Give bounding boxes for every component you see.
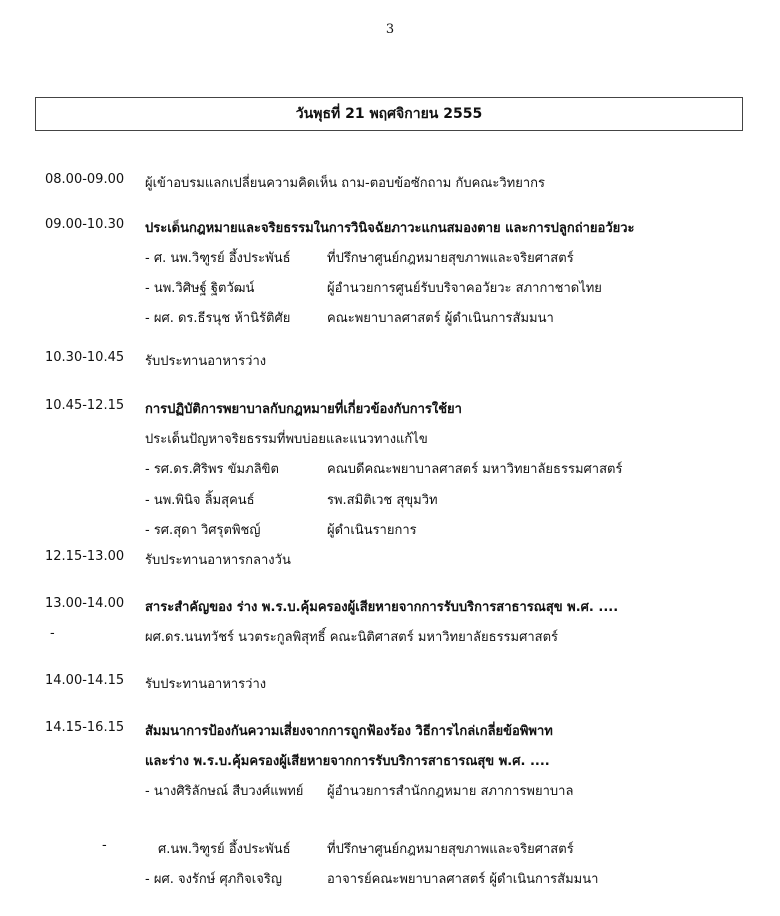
speaker-name: - รศ.ดร.ศิริพร ขัมภลิขิต: [145, 462, 279, 477]
speaker-name: - ผศ. จงรักษ์ ศุภกิจเจริญ: [145, 872, 282, 887]
time-slot: 08.00-09.00: [45, 172, 125, 187]
session-title: สาระสำคัญของ ร่าง พ.ร.บ.คุ้มครองผู้เสียหายจากการรับบริการสาธารณสุข พ.ศ. ....: [145, 600, 619, 615]
session-title: การปฏิบัติการพยาบาลกับกฎหมายที่เกี่ยวข้องกับการใช้ยา: [145, 402, 462, 417]
speaker-name: - ผศ. ดร.ธีรนุช ห้านิรัติศัย: [145, 311, 291, 326]
session-text: รับประทานอาหารว่าง: [145, 677, 267, 692]
session-title-cont: และร่าง พ.ร.บ.คุ้มครองผู้เสียหายจากการรับบริการสาธารณสุข พ.ศ. ....: [145, 754, 550, 769]
page-number: 3: [385, 22, 395, 37]
speaker-role: ผู้ดำเนินรายการ: [327, 523, 417, 538]
speaker-name: - ศ. นพ.วิฑูรย์ อึ้งประพันธ์: [145, 251, 291, 266]
session-text: รับประทานอาหารว่าง: [145, 354, 267, 369]
speaker-role: อาจารย์คณะพยาบาลศาสตร์ ผู้ดำเนินการสัมมนา: [327, 872, 599, 887]
time-slot: 14.00-14.15: [45, 673, 125, 688]
dash-marker: -: [50, 626, 55, 641]
speaker-name: - นพ.วิศิษฐ์ ฐิตวัฒน์: [145, 281, 255, 296]
session-title: สัมมนาการป้องกันความเสี่ยงจากการถูกฟ้องร้อง วิธีการไกล่เกลี่ยข้อพิพาท: [145, 724, 553, 739]
speaker-line: ผศ.ดร.นนทวัชร์ นวตระกูลพิสุทธิ์ คณะนิติศาสตร์ มหาวิทยาลัยธรรมศาสตร์: [145, 630, 559, 645]
speaker-role: ที่ปรึกษาศูนย์กฎหมายสุขภาพและจริยศาสตร์: [327, 251, 574, 266]
speaker-role: ผู้อำนวยการศูนย์รับบริจาคอวัยวะ สภากาชาดไทย: [327, 281, 602, 296]
time-slot: 12.15-13.00: [45, 549, 125, 564]
speaker-name: - นางศิริลักษณ์ สืบวงศ์แพทย์: [145, 784, 304, 799]
session-title: ประเด็นกฎหมายและจริยธรรมในการวินิจฉัยภาวะแกนสมองตาย และการปลูกถ่ายอวัยวะ: [145, 221, 635, 236]
time-slot: 14.15-16.15: [45, 720, 125, 735]
session-subtitle: ประเด็นปัญหาจริยธรรมที่พบบ่อยและแนวทางแก้ไข: [145, 432, 428, 447]
dash-marker: -: [102, 838, 107, 853]
speaker-role: ผู้อำนวยการสำนักกฎหมาย สภาการพยาบาล: [327, 784, 574, 799]
time-slot: 10.45-12.15: [45, 398, 125, 413]
speaker-role: คณบดีคณะพยาบาลศาสตร์ มหาวิทยาลัยธรรมศาสตร์: [327, 462, 623, 477]
session-text: รับประทานอาหารกลางวัน: [145, 553, 291, 568]
speaker-name: - รศ.สุดา วิศรุตพิชญ์: [145, 523, 261, 538]
speaker-role: ที่ปรึกษาศูนย์กฎหมายสุขภาพและจริยศาสตร์: [327, 842, 574, 857]
session-text: ผู้เข้าอบรมแลกเปลี่ยนความคิดเห็น ถาม-ตอบข้อซักถาม กับคณะวิทยากร: [145, 176, 545, 191]
time-slot: 10.30-10.45: [45, 350, 125, 365]
speaker-name: - นพ.พินิจ ลิ้มสุคนธ์: [145, 493, 255, 508]
time-slot: 13.00-14.00: [45, 596, 125, 611]
speaker-name: ศ.นพ.วิฑูรย์ อึ้งประพันธ์: [158, 842, 291, 857]
speaker-role: คณะพยาบาลศาสตร์ ผู้ดำเนินการสัมมนา: [327, 311, 554, 326]
speaker-role: รพ.สมิติเวช สุขุมวิท: [327, 493, 438, 508]
date-heading: วันพุธที่ 21 พฤศจิกายน 2555: [35, 97, 743, 131]
time-slot: 09.00-10.30: [45, 217, 125, 232]
